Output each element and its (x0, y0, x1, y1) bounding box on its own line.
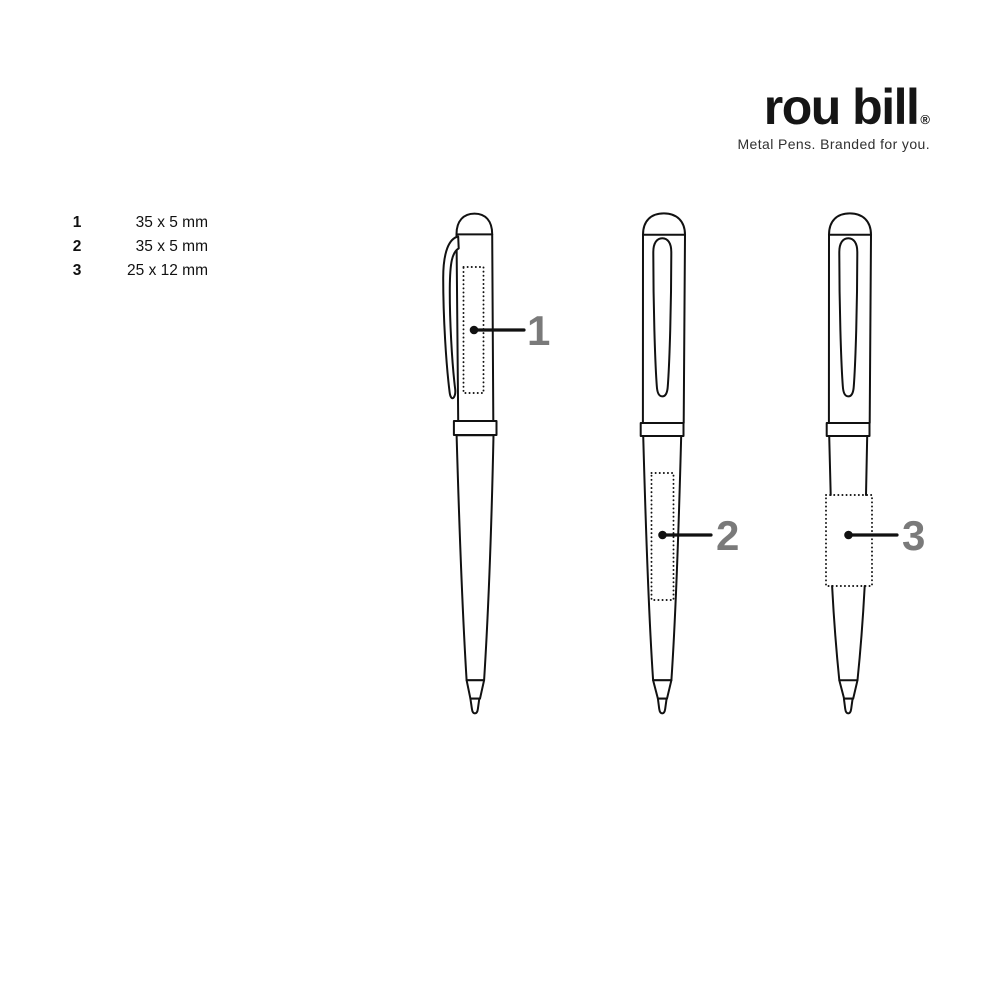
callout-1-dot (470, 326, 479, 335)
callout-2-dot (658, 531, 667, 540)
pen3-center-ring (827, 423, 870, 436)
legend-number-2: 2 (72, 238, 82, 255)
pen1-tip (470, 699, 479, 714)
pen-front-view-barrel-area (641, 213, 740, 713)
callout-1-label: 1 (527, 307, 551, 354)
pen3-barrel-upper-right (866, 436, 867, 495)
pen-side-view (443, 214, 550, 714)
pen3-tip (844, 699, 853, 714)
callout-3-label: 3 (902, 512, 926, 559)
registered-trademark-icon: ® (920, 112, 930, 127)
legend-size-3: 25 x 12 mm (127, 262, 208, 279)
pen3-barrel-upper-left (829, 436, 831, 495)
callout-2-label: 2 (716, 512, 740, 559)
pen3-barrel-lower-left (832, 586, 839, 680)
pen1-tip-cone (467, 680, 485, 698)
print-area-3 (826, 495, 872, 586)
pen1-barrel (457, 435, 494, 680)
pen2-tip (658, 699, 667, 714)
pen3-tip-cone (839, 680, 857, 698)
pen3-clip (839, 238, 857, 396)
legend-size-1: 35 x 5 mm (135, 214, 208, 231)
pen1-cap (457, 214, 494, 421)
legend-size-2: 35 x 5 mm (135, 238, 208, 255)
brand-text: rou bill (763, 79, 919, 135)
pen2-clip (653, 238, 671, 396)
pen2-barrel (643, 436, 681, 681)
pen2-center-ring (641, 423, 684, 436)
pen1-center-ring (454, 421, 497, 435)
callout-3-dot (844, 531, 853, 540)
legend-number-1: 1 (72, 214, 82, 231)
legend-number-3: 3 (72, 262, 82, 279)
pen-front-view-wrap-area (826, 213, 925, 713)
pen3-barrel-lower-right (858, 586, 865, 680)
brand-tagline: Metal Pens. Branded for you. (737, 136, 930, 152)
pen2-tip-cone (653, 680, 671, 698)
